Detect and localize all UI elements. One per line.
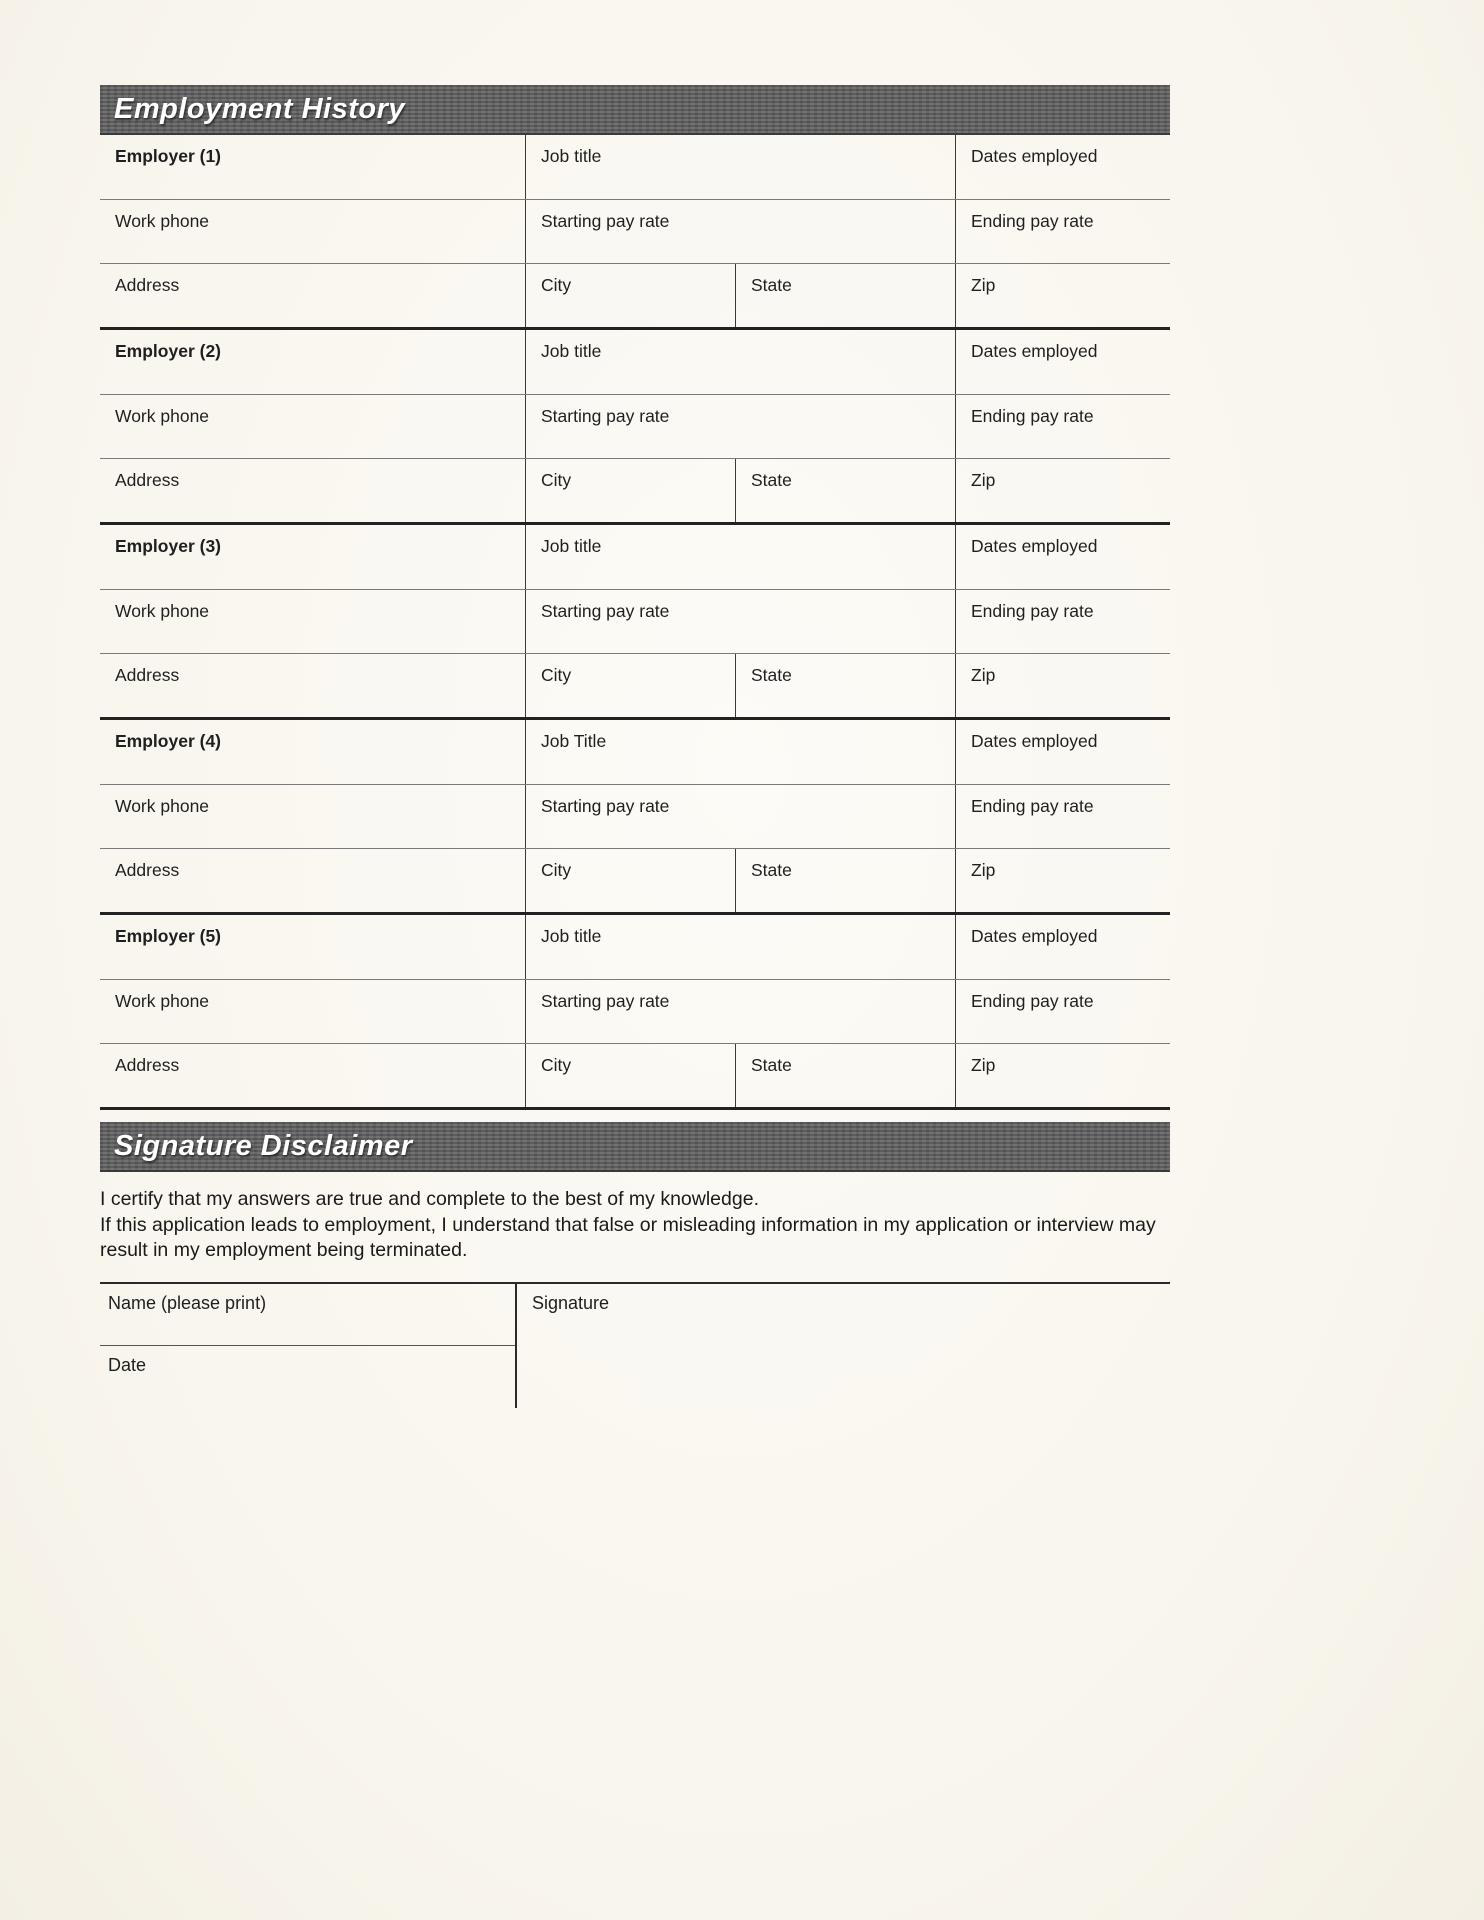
job-title-label: Job Title [541, 731, 607, 751]
employer-name-cell [100, 135, 525, 199]
disclaimer-line-2: If this application leads to employment, I understand that false or misleading information in my application or interview may result in my employment being terminated. [100, 1213, 1156, 1262]
dates-employed-cell [955, 135, 1170, 199]
name-cell [100, 1284, 515, 1346]
employer-label: Employer (5) [115, 926, 221, 946]
ending-pay-label: Ending pay rate [971, 211, 1094, 231]
starting-pay-label: Starting pay rate [541, 211, 670, 231]
zip-cell [955, 654, 1170, 717]
address-cell [100, 849, 525, 912]
starting-pay-label: Starting pay rate [541, 406, 670, 426]
ending-pay-cell [955, 980, 1170, 1043]
zip-cell [955, 459, 1170, 522]
address-cell [100, 264, 525, 327]
employer-name-cell [100, 330, 525, 394]
employer-label: Employer (3) [115, 536, 221, 556]
work-phone-cell [100, 590, 525, 653]
starting-pay-cell [525, 785, 955, 848]
address-cell [100, 654, 525, 717]
signature-label: Signature [532, 1293, 610, 1314]
job-title-label: Job title [541, 146, 602, 166]
state-cell [735, 264, 955, 327]
pay-row [100, 199, 1170, 263]
ending-pay-label: Ending pay rate [971, 796, 1094, 816]
address-label: Address [115, 860, 180, 880]
employer-row [100, 720, 1170, 784]
employer-row [100, 915, 1170, 979]
employer-label: Employer (2) [115, 341, 221, 361]
state-cell [735, 654, 955, 717]
address-label: Address [115, 1055, 180, 1075]
employer-block-2 [100, 330, 1170, 525]
job-title-label: Job title [541, 341, 602, 361]
state-label: State [751, 470, 792, 490]
dates-employed-cell [955, 330, 1170, 394]
zip-label: Zip [971, 470, 996, 490]
pay-row [100, 784, 1170, 848]
address-row [100, 848, 1170, 912]
starting-pay-cell [525, 200, 955, 263]
signature-disclaimer-header-bar [100, 1122, 1170, 1172]
starting-pay-cell [525, 980, 955, 1043]
employer-name-cell [100, 720, 525, 784]
employer-name-cell [100, 525, 525, 589]
zip-label: Zip [971, 1055, 996, 1075]
city-label: City [541, 470, 572, 490]
work-phone-cell [100, 395, 525, 458]
work-phone-label: Work phone [115, 406, 210, 426]
address-cell [100, 459, 525, 522]
employment-history-header-bar [100, 85, 1170, 135]
signature-table [100, 1282, 1170, 1408]
dates-employed-label: Dates employed [971, 731, 1098, 751]
date-label: Date [108, 1355, 147, 1376]
employer-name-cell [100, 915, 525, 979]
zip-label: Zip [971, 665, 996, 685]
application-form [100, 85, 1170, 1408]
starting-pay-label: Starting pay rate [541, 991, 670, 1011]
state-cell [735, 1044, 955, 1107]
job-title-cell [525, 720, 955, 784]
zip-label: Zip [971, 275, 996, 295]
city-label: City [541, 665, 572, 685]
signature-table-left-column [100, 1284, 515, 1408]
city-cell [525, 654, 735, 717]
employer-block-3 [100, 525, 1170, 720]
zip-label: Zip [971, 860, 996, 880]
signature-disclaimer-title: Signature Disclaimer [114, 1129, 413, 1162]
ending-pay-cell [955, 395, 1170, 458]
employer-label: Employer (1) [115, 146, 221, 166]
address-row [100, 1043, 1170, 1107]
employer-row [100, 135, 1170, 199]
employment-history-title: Employment History [114, 92, 405, 125]
signature-cell [515, 1284, 1170, 1408]
ending-pay-cell [955, 200, 1170, 263]
pay-row [100, 979, 1170, 1043]
ending-pay-cell [955, 590, 1170, 653]
state-label: State [751, 1055, 792, 1075]
zip-cell [955, 849, 1170, 912]
dates-employed-cell [955, 525, 1170, 589]
state-label: State [751, 275, 792, 295]
dates-employed-label: Dates employed [971, 926, 1098, 946]
starting-pay-label: Starting pay rate [541, 796, 670, 816]
city-label: City [541, 860, 572, 880]
disclaimer-line-1: I certify that my answers are true and complete to the best of my knowledge. [100, 1188, 759, 1210]
pay-row [100, 589, 1170, 653]
ending-pay-label: Ending pay rate [971, 991, 1094, 1011]
pay-row [100, 394, 1170, 458]
address-row [100, 263, 1170, 327]
starting-pay-cell [525, 590, 955, 653]
employer-block-4 [100, 720, 1170, 915]
city-cell [525, 459, 735, 522]
work-phone-label: Work phone [115, 601, 210, 621]
ending-pay-cell [955, 785, 1170, 848]
dates-employed-cell [955, 915, 1170, 979]
job-title-label: Job title [541, 926, 602, 946]
address-cell [100, 1044, 525, 1107]
city-cell [525, 849, 735, 912]
date-cell [100, 1346, 515, 1408]
job-title-cell [525, 330, 955, 394]
dates-employed-label: Dates employed [971, 341, 1098, 361]
city-label: City [541, 275, 572, 295]
dates-employed-label: Dates employed [971, 536, 1098, 556]
address-row [100, 653, 1170, 717]
job-title-cell [525, 525, 955, 589]
zip-cell [955, 1044, 1170, 1107]
address-label: Address [115, 665, 180, 685]
ending-pay-label: Ending pay rate [971, 601, 1094, 621]
zip-cell [955, 264, 1170, 327]
job-title-cell [525, 135, 955, 199]
starting-pay-cell [525, 395, 955, 458]
state-cell [735, 849, 955, 912]
city-cell [525, 1044, 735, 1107]
job-title-label: Job title [541, 536, 602, 556]
address-label: Address [115, 470, 180, 490]
work-phone-label: Work phone [115, 796, 210, 816]
work-phone-label: Work phone [115, 991, 210, 1011]
ending-pay-label: Ending pay rate [971, 406, 1094, 426]
employer-row [100, 330, 1170, 394]
name-label: Name (please print) [108, 1293, 267, 1314]
employer-block-5 [100, 915, 1170, 1110]
dates-employed-cell [955, 720, 1170, 784]
dates-employed-label: Dates employed [971, 146, 1098, 166]
starting-pay-label: Starting pay rate [541, 601, 670, 621]
state-label: State [751, 665, 792, 685]
address-row [100, 458, 1170, 522]
state-label: State [751, 860, 792, 880]
address-label: Address [115, 275, 180, 295]
disclaimer-text [100, 1187, 1170, 1264]
employer-row [100, 525, 1170, 589]
work-phone-cell [100, 200, 525, 263]
work-phone-cell [100, 980, 525, 1043]
employer-block-1 [100, 135, 1170, 330]
employer-label: Employer (4) [115, 731, 221, 751]
work-phone-cell [100, 785, 525, 848]
job-title-cell [525, 915, 955, 979]
work-phone-label: Work phone [115, 211, 210, 231]
state-cell [735, 459, 955, 522]
city-label: City [541, 1055, 572, 1075]
city-cell [525, 264, 735, 327]
